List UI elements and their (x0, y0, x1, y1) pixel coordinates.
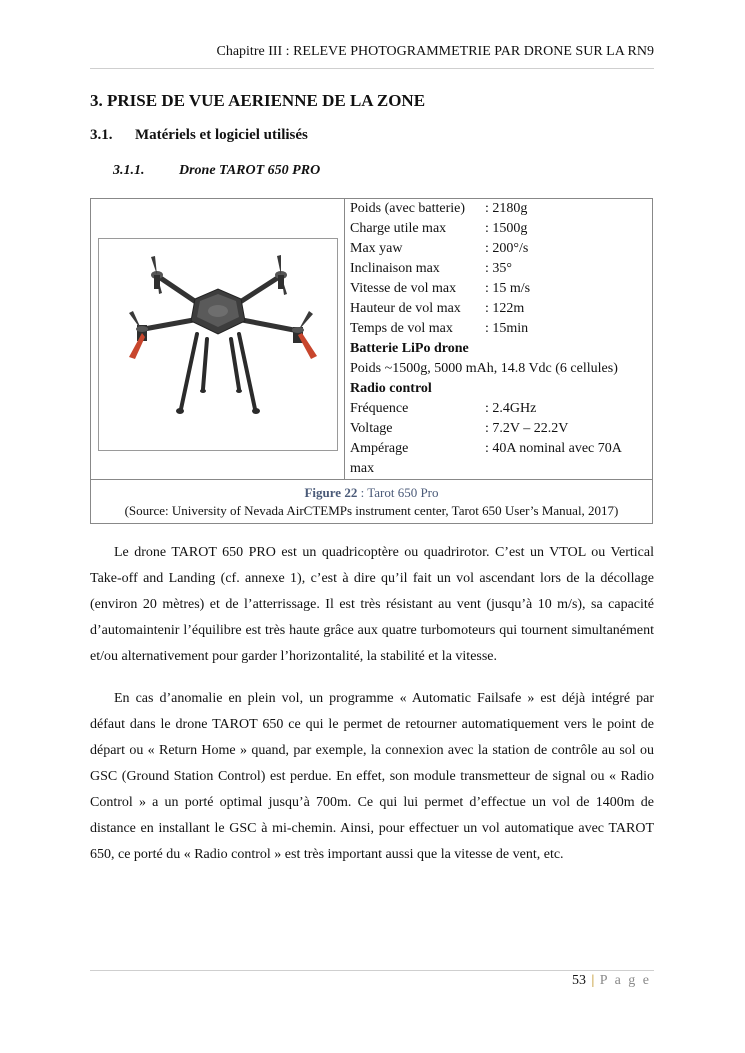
figure-label: Figure 22 (304, 485, 358, 500)
body-paragraph: Le drone TAROT 650 PRO est un quadricoptère ou quadrirotor. C’est un VTOL ou Vertical Take-off and Landing (cf. annexe 1), c’est à dire qu’il fait un vol ascendant lors de la décollage (environ 20 mètres) et de l’atterrissage. Il est très résistant au vent (jusqu’à 10 m/s), sa capacité d’automaintenir l’équilibre est très haute grâce aux quatre turbomoteurs qui tournent simultanément et/ou alternativement pour garder l’horizontalité, la stabilité et la vitesse. (90, 545, 654, 664)
battery-details: Poids ~1500g, 5000 mAh, 14.8 Vdc (6 cellules) (350, 361, 618, 376)
spec-value: : 7.2V – 22.2V (485, 421, 569, 436)
footer-separator: | (591, 973, 595, 988)
drone-photo (98, 238, 338, 451)
spec-value: : 15 m/s (485, 281, 531, 296)
radio-heading: Radio control (350, 381, 432, 396)
spec-key: Fréquence (350, 401, 409, 416)
figure-title: : Tarot 650 Pro (357, 485, 439, 500)
spec-row (350, 239, 650, 259)
battery-heading: Batterie LiPo drone (350, 341, 469, 356)
spec-value: : 200°/s (485, 241, 529, 256)
front-right-propeller (292, 311, 317, 359)
subsection-heading (90, 127, 308, 144)
spec-continuation: max (350, 461, 375, 476)
quadcopter-drone-illustration (99, 239, 337, 450)
spec-row (350, 399, 650, 419)
subsection-number: 3.1. (90, 127, 113, 143)
spec-key: Voltage (350, 421, 393, 436)
spec-row (350, 299, 650, 319)
footer-divider (90, 970, 654, 971)
spec-key: Hauteur de vol max (350, 301, 461, 316)
spec-row (350, 419, 650, 439)
rear-left-propeller (151, 256, 163, 294)
subsubsection-title: Drone TAROT 650 PRO (179, 163, 321, 178)
body-paragraph: En cas d’anomalie en plein vol, un programme « Automatic Failsafe » est déjà intégré par défaut dans le drone TAROT 650 ce qui le permet de retourner automatiquement vers le point de départ ou « Return Home » quand, par exemple, la connexion avec la station de contrôle au sol ou GSC (Ground Station Control) est perdue. En effet, son module transmetteur de signal ou « Radio Control » a un porté optimal jusqu’à 700m. Ce qui lui permet d’effectue un vol de 1400m de distance en installant le GSC à mi-chemin. Ainsi, pour effectuer un vol automatique avec TAROT 650, ce porté du « Radio control » est très important aussi que la vitesse de vent, etc. (90, 691, 654, 862)
spec-value: : 35° (485, 261, 512, 276)
spec-value: : 15min (485, 321, 529, 336)
section-title: 3. PRISE DE VUE AERIENNE DE LA ZONE (90, 91, 426, 110)
spec-value: : 2180g (485, 201, 528, 216)
spec-key: Ampérage (350, 441, 409, 456)
page-word: P a g e (599, 973, 651, 988)
figure-source: (Source: University of Nevada AirCTEMPs instrument center, Tarot 650 User’s Manual, 2017) (124, 503, 619, 518)
spec-value: : 122m (485, 301, 525, 316)
spec-key: Vitesse de vol max (350, 281, 457, 296)
spec-row (350, 279, 650, 299)
page-number: 53 (571, 973, 586, 988)
spec-row (350, 199, 650, 219)
subsection-title: Matériels et logiciel utilisés (135, 127, 308, 143)
subsubsection-number: 3.1.1. (113, 163, 145, 178)
spec-list (350, 199, 650, 479)
spec-key: Inclinaison max (350, 261, 440, 276)
image-cell (91, 199, 345, 479)
page-footer (90, 973, 651, 989)
rear-right-propeller (275, 255, 287, 295)
spec-row (350, 219, 650, 239)
front-left-propeller (129, 311, 148, 359)
spec-key: Max yaw (350, 241, 403, 256)
spec-value: : 2.4GHz (485, 401, 537, 416)
spec-value: : 40A nominal avec 70A (485, 441, 622, 456)
spec-row (350, 319, 650, 339)
spec-row (350, 439, 650, 459)
drone-spec-table (90, 198, 653, 524)
running-header: Chapitre III : RELEVE PHOTOGRAMMETRIE PAR DRONE SUR LA RN9 (216, 44, 654, 59)
spec-key: Charge utile max (350, 221, 447, 236)
spec-key: Temps de vol max (350, 321, 453, 336)
subsubsection-heading (113, 163, 320, 179)
figure-caption (91, 479, 652, 524)
spec-value: : 1500g (485, 221, 528, 236)
spec-row (350, 259, 650, 279)
header-divider (90, 68, 654, 69)
spec-key: Poids (avec batterie) (350, 201, 466, 216)
